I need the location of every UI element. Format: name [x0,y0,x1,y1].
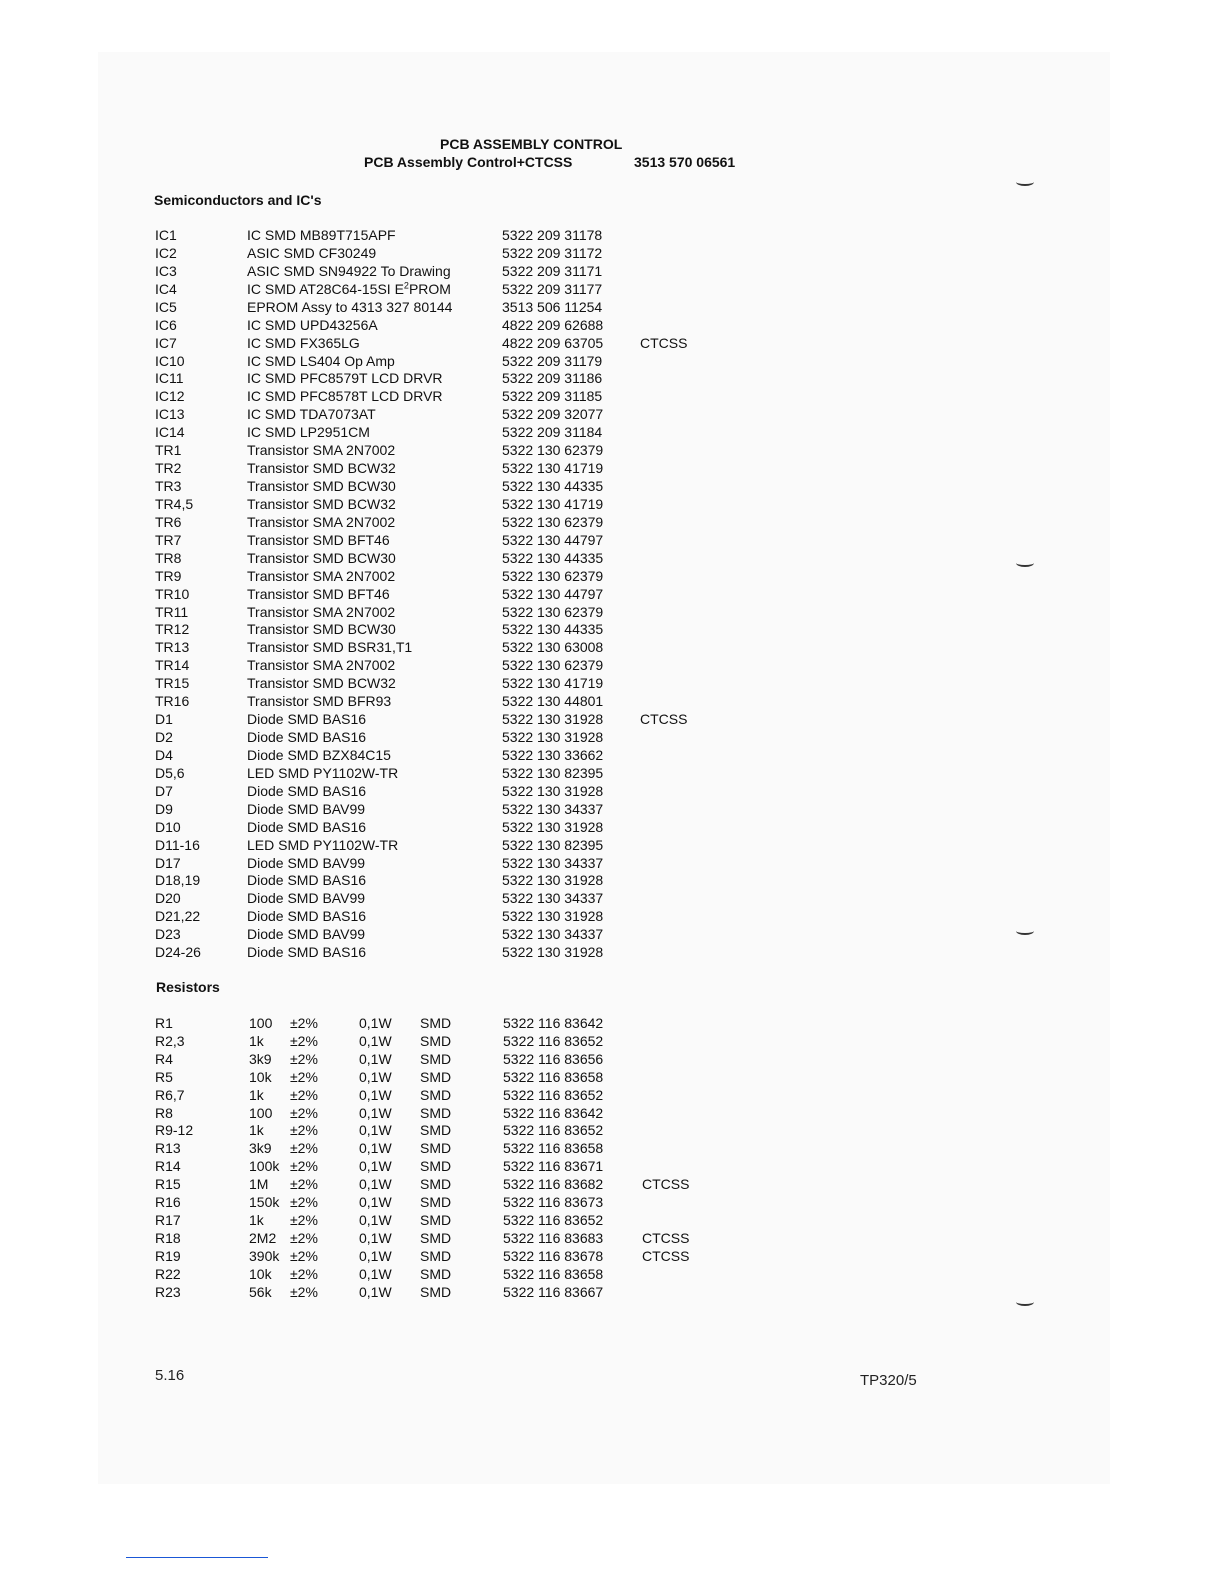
part-code: 5322 116 83652 [503,1122,604,1139]
part-code: 5322 116 83652 [503,1086,604,1103]
part-reference: D24-26 [155,944,201,961]
part-description: Transistor SMA 2N7002 [247,513,396,530]
part-description: Diode SMD BAS16 [247,711,367,728]
resistor-reference: R2,3 [155,1032,185,1049]
part-reference: TR8 [155,549,182,566]
part-reference: IC2 [155,244,177,261]
resistor-reference: R19 [155,1247,181,1264]
document-title: PCB ASSEMBLY CONTROL [440,136,623,152]
part-code: 5322 130 33662 [502,746,604,763]
resistor-reference: R22 [155,1265,181,1282]
part-code: 5322 130 41719 [502,460,604,477]
part-code: 5322 209 31172 [502,244,603,261]
resistor-tolerance: ±2% [290,1068,318,1085]
resistor-mount: SMD [420,1140,452,1157]
resistor-mount: SMD [420,1265,452,1282]
part-description: Transistor SMD BCW32 [247,460,396,477]
part-note: CTCSS [642,1176,690,1193]
assembly-name: PCB Assembly Control+CTCSS [364,154,573,170]
part-reference: TR14 [155,657,190,674]
resistor-tolerance: ±2% [290,1158,318,1175]
resistor-power: 0,1W [359,1158,392,1175]
resistor-tolerance: ±2% [290,1283,318,1300]
part-reference: D23 [155,926,181,943]
part-description: Transistor SMA 2N7002 [247,657,396,674]
document-reference: TP320/5 [860,1372,917,1389]
part-reference: D9 [155,800,173,817]
part-description: Transistor SMD BCW32 [247,675,396,692]
resistor-value: 1k [249,1211,264,1228]
part-reference: D17 [155,854,181,871]
resistor-value: 3k9 [249,1140,272,1157]
part-code: 5322 116 83682 [503,1176,604,1193]
resistor-value: 56k [249,1283,272,1300]
part-code: 5322 116 83652 [503,1211,604,1228]
part-reference: IC13 [155,406,185,423]
part-code: 5322 130 31928 [502,729,604,746]
part-description: IC SMD LS404 Op Amp [247,352,395,369]
resistor-mount: SMD [420,1104,452,1121]
part-reference: TR3 [155,478,182,495]
part-reference: IC12 [155,388,185,405]
part-description: Transistor SMD BFT46 [247,585,390,602]
part-code: 5322 209 31186 [502,370,603,387]
part-reference: TR2 [155,460,182,477]
part-description: Diode SMD BAS16 [247,908,367,925]
part-reference: D5,6 [155,764,185,781]
part-description: IC SMD TDA7073AT [247,406,376,423]
resistor-power: 0,1W [359,1194,392,1210]
resistor-power: 0,1W [359,1015,392,1031]
resistor-tolerance: ±2% [290,1229,318,1246]
resistor-power: 0,1W [359,1140,392,1157]
part-code: 5322 130 34337 [502,800,604,817]
part-code: 5322 209 31184 [502,424,603,441]
part-reference: TR4,5 [155,495,194,512]
resistor-value: 390k [249,1247,280,1264]
part-description: IC SMD PFC8579T LCD DRVR [247,370,443,387]
resistor-mount: SMD [420,1122,452,1139]
part-description: Diode SMD BAS16 [247,872,367,889]
part-reference: D7 [155,782,173,799]
part-reference: D2 [155,729,173,746]
part-code: 3513 506 11254 [502,298,603,315]
part-description: Transistor SMD BCW30 [247,478,396,495]
part-code: 5322 116 83678 [503,1247,604,1264]
resistor-value: 1k [249,1086,264,1103]
resistor-power: 0,1W [359,1086,392,1103]
part-description: IC SMD PFC8578T LCD DRVR [247,388,443,405]
part-description: Diode SMD BAV99 [247,926,366,943]
resistor-value: 100k [249,1158,280,1175]
part-reference: IC14 [155,424,185,441]
part-reference: IC10 [155,352,185,369]
part-description: Transistor SMD BCW30 [247,549,396,566]
part-code: 5322 209 31171 [502,262,603,279]
resistor-mount: SMD [420,1032,452,1049]
part-code: 5322 116 83656 [503,1050,604,1067]
resistor-mount: SMD [420,1050,452,1067]
part-reference: IC7 [155,334,177,351]
part-description: Transistor SMA 2N7002 [247,567,396,584]
part-code: 5322 209 31178 [502,227,603,243]
part-reference: D18,19 [155,872,201,889]
resistor-reference: R14 [155,1158,181,1175]
resistor-power: 0,1W [359,1068,392,1085]
part-reference: D21,22 [155,908,201,925]
part-description: Diode SMD BAV99 [247,800,366,817]
part-description: Transistor SMA 2N7002 [247,442,396,459]
resistor-reference: R6,7 [155,1086,185,1103]
resistor-power: 0,1W [359,1032,392,1049]
part-code: 5322 116 83658 [503,1265,604,1282]
part-reference: D1 [155,711,173,728]
part-description: Transistor SMA 2N7002 [247,603,396,620]
resistor-mount: SMD [420,1211,452,1228]
part-description: Diode SMD BAS16 [247,818,367,835]
resistor-mount: SMD [420,1194,452,1210]
part-note: CTCSS [640,334,688,351]
resistor-tolerance: ±2% [290,1032,318,1049]
part-code: 5322 209 31177 [502,280,603,297]
part-code: 5322 130 44335 [502,478,604,495]
resistor-tolerance: ±2% [290,1176,318,1193]
part-note: CTCSS [640,711,688,728]
resistor-tolerance: ±2% [290,1194,318,1210]
part-description: Diode SMD BZX84C15 [247,746,391,763]
resistor-reference: R8 [155,1104,173,1121]
resistor-reference: R16 [155,1194,181,1210]
part-code: 5322 116 83667 [503,1283,604,1300]
resistor-reference: R15 [155,1176,181,1193]
resistor-power: 0,1W [359,1050,392,1067]
part-description: EPROM Assy to 4313 327 80144 [247,298,453,315]
part-code: 5322 209 31185 [502,388,603,405]
part-code: 5322 130 31928 [502,782,604,799]
part-reference: IC11 [155,370,184,387]
resistor-reference: R5 [155,1068,173,1085]
part-code: 5322 130 62379 [502,513,604,530]
part-description: LED SMD PY1102W-TR [247,764,399,781]
part-code: 5322 130 41719 [502,675,604,692]
part-description: Transistor SMD BSR31,T1 [247,639,413,656]
part-note: CTCSS [642,1229,690,1246]
part-code: 5322 116 83642 [503,1104,604,1121]
part-reference: TR13 [155,639,190,656]
part-reference: IC5 [155,298,177,315]
part-code: 5322 130 63008 [502,639,604,656]
part-code: 5322 130 31928 [502,944,604,961]
part-reference: TR15 [155,675,190,692]
section-heading-semiconductors: Semiconductors and IC's [154,192,322,208]
page-number: 5.16 [155,1367,185,1384]
resistor-tolerance: ±2% [290,1015,318,1031]
part-code: 5322 130 41719 [502,495,604,512]
part-code: 5322 130 31928 [502,711,604,728]
part-code: 5322 130 31928 [502,872,604,889]
scan-mark [1016,927,1034,935]
link-underline [126,1557,268,1558]
part-reference: TR9 [155,567,182,584]
part-reference: TR6 [155,513,182,530]
resistor-mount: SMD [420,1247,452,1264]
part-code: 5322 130 82395 [502,764,604,781]
resistor-value: 1k [249,1122,264,1139]
part-description: Diode SMD BAS16 [247,944,367,961]
resistor-mount: SMD [420,1015,452,1031]
part-code: 5322 130 44335 [502,549,604,566]
scan-mark [1016,1298,1034,1306]
part-reference: TR12 [155,621,190,638]
part-description: Diode SMD BAV99 [247,854,366,871]
part-description: IC SMD MB89T715APF [247,227,396,243]
resistor-mount: SMD [420,1086,452,1103]
part-description: Transistor SMD BCW32 [247,495,396,512]
part-code: 5322 116 83642 [503,1015,604,1031]
resistor-tolerance: ±2% [290,1265,318,1282]
part-code: 5322 116 83673 [503,1194,604,1210]
resistor-reference: R13 [155,1140,181,1157]
part-code: 5322 116 83683 [503,1229,604,1246]
part-code: 5322 116 83652 [503,1032,604,1049]
part-code: 5322 209 32077 [502,406,604,423]
resistor-power: 0,1W [359,1176,392,1193]
resistor-mount: SMD [420,1158,452,1175]
resistor-value: 1M [249,1176,269,1193]
part-description: IC SMD LP2951CM [247,424,370,441]
resistor-value: 3k9 [249,1050,272,1067]
part-description: LED SMD PY1102W-TR [247,836,399,853]
resistor-tolerance: ±2% [290,1122,318,1139]
part-code: 5322 130 62379 [502,442,604,459]
resistor-reference: R9-12 [155,1122,194,1139]
resistor-tolerance: ±2% [290,1211,318,1228]
part-code: 5322 130 34337 [502,854,604,871]
part-code: 5322 130 31928 [502,908,604,925]
part-code: 5322 116 83671 [503,1158,604,1175]
resistor-value: 10k [249,1068,272,1085]
part-description: ASIC SMD SN94922 To Drawing [247,262,451,279]
assembly-number: 3513 570 06561 [634,154,736,170]
part-reference: IC1 [155,227,177,243]
part-description: IC SMD UPD43256A [247,316,378,333]
part-reference: TR1 [155,442,182,459]
resistor-value: 2M2 [249,1229,277,1246]
resistor-value: 10k [249,1265,272,1282]
part-reference: TR11 [155,603,189,620]
part-code: 5322 130 62379 [502,603,604,620]
resistor-power: 0,1W [359,1104,392,1121]
scan-mark [1016,559,1034,567]
part-code: 5322 130 34337 [502,926,604,943]
part-code: 5322 130 31928 [502,818,604,835]
resistor-power: 0,1W [359,1247,392,1264]
resistor-mount: SMD [420,1176,452,1193]
resistor-mount: SMD [420,1229,452,1246]
part-code: 5322 130 44797 [502,531,604,548]
part-description: Transistor SMD BCW30 [247,621,396,638]
part-description: Diode SMD BAS16 [247,729,367,746]
part-code: 4822 209 62688 [502,316,604,333]
resistor-power: 0,1W [359,1229,392,1246]
part-code: 5322 130 44797 [502,585,604,602]
part-code: 5322 209 31179 [502,352,603,369]
resistor-mount: SMD [420,1283,452,1300]
part-reference: D11-16 [155,836,200,853]
resistor-power: 0,1W [359,1283,392,1300]
part-reference: D4 [155,746,173,763]
resistor-value: 100 [249,1015,273,1031]
part-code: 5322 130 44335 [502,621,604,638]
part-reference: IC4 [155,280,177,297]
part-reference: D10 [155,818,181,835]
part-reference: TR7 [155,531,182,548]
part-code: 5322 116 83658 [503,1068,604,1085]
resistor-reference: R17 [155,1211,181,1228]
part-code: 5322 130 44801 [502,693,604,710]
resistor-reference: R4 [155,1050,173,1067]
part-description: ASIC SMD CF30249 [247,244,377,261]
resistor-reference: R18 [155,1229,181,1246]
part-reference: D20 [155,890,181,907]
part-reference: TR10 [155,585,190,602]
part-description: IC SMD AT28C64-15SI $E^2PROM$ [247,280,451,297]
resistor-tolerance: ±2% [290,1086,318,1103]
part-code: 5322 130 62379 [502,657,604,674]
resistor-value: 100 [249,1104,273,1121]
resistor-tolerance: ±2% [290,1050,318,1067]
resistor-tolerance: ±2% [290,1140,318,1157]
resistor-power: 0,1W [359,1211,392,1228]
part-code: 5322 130 62379 [502,567,604,584]
part-note: CTCSS [642,1247,690,1264]
resistor-reference: R1 [155,1015,173,1031]
scan-mark [1016,178,1034,186]
part-code: 5322 130 82395 [502,836,604,853]
resistor-value: 150k [249,1194,280,1210]
resistor-power: 0,1W [359,1265,392,1282]
part-description: Diode SMD BAS16 [247,782,367,799]
part-description: Diode SMD BAV99 [247,890,366,907]
part-code: 5322 116 83658 [503,1140,604,1157]
part-reference: IC6 [155,316,177,333]
section-heading-resistors: Resistors [156,979,220,995]
resistor-mount: SMD [420,1068,452,1085]
part-code: 4822 209 63705 [502,334,604,351]
resistor-value: 1k [249,1032,264,1049]
resistor-reference: R23 [155,1283,181,1300]
part-reference: IC3 [155,262,177,279]
resistor-power: 0,1W [359,1122,392,1139]
part-description: IC SMD FX365LG [247,334,360,351]
part-reference: TR16 [155,693,190,710]
resistor-tolerance: ±2% [290,1104,318,1121]
resistor-tolerance: ±2% [290,1247,318,1264]
part-description: Transistor SMD BFR93 [247,693,392,710]
part-description: Transistor SMD BFT46 [247,531,390,548]
part-code: 5322 130 34337 [502,890,604,907]
